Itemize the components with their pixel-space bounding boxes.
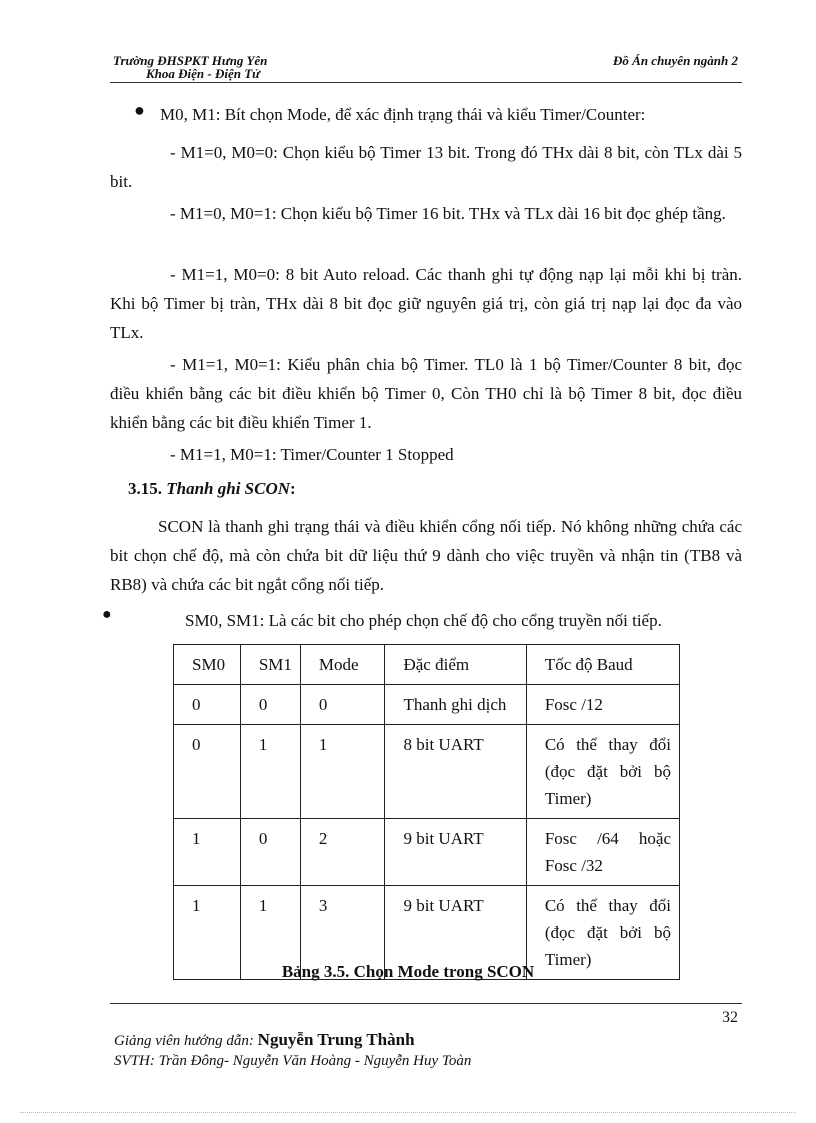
- table-cell: 8 bit UART: [385, 725, 526, 819]
- paragraph-m11b: - M1=1, M0=1: Timer/Counter 1 Stopped: [170, 445, 454, 464]
- table-header-row: [174, 645, 680, 685]
- table-cell: 3: [300, 886, 385, 980]
- table-cell: Fosc /64 hoặc Fosc /32: [526, 819, 679, 886]
- table-cell: Có thể thay đổi (đọc đặt bởi bộ Timer): [526, 886, 679, 980]
- table-header-cell: SM1: [240, 645, 300, 685]
- header-left-line1: Trường ĐHSPKT Hưng Yên: [113, 53, 268, 68]
- paragraph-scon: SCON là thanh ghi trạng thái và điều khiển cổng nối tiếp. Nó không những chứa các bit chọn chế độ, mà còn chứa bit dữ liệu thứ 9 dành cho việc truyền và nhận tin (TB8 và RB8) và chứa các bit ngắt cổng nối tiếp.: [110, 517, 742, 594]
- table-cell: Có thể thay đổi (đọc đặt bởi bộ Timer): [526, 725, 679, 819]
- table-cell: 0: [240, 819, 300, 886]
- table-cell: 0: [174, 725, 241, 819]
- paragraph-m01: - M1=0, M0=1: Chọn kiểu bộ Timer 16 bit. THx và TLx dài 16 bit đọc ghép tầng.: [170, 204, 726, 223]
- advisor-name: Nguyễn Trung Thành: [257, 1030, 415, 1049]
- paragraph-m11a: - M1=1, M0=1: Kiểu phân chia bộ Timer. TL0 là 1 bộ Timer/Counter 8 bit, đọc điều khiển bằng các bit điều khiển bộ Timer 0, Còn TH0 chỉ là bộ Timer 8 bit, đọc điều khiển bằng các bit điều khiển Timer 1.: [110, 355, 742, 432]
- mode-table: [173, 644, 680, 980]
- table-header-cell: Tốc độ Baud: [526, 645, 679, 685]
- table-header-cell: Mode: [300, 645, 385, 685]
- table-cell: 9 bit UART: [385, 886, 526, 980]
- bullet-dot-icon: ●: [134, 100, 145, 120]
- table-cell: 1: [300, 725, 385, 819]
- table-cell: 0: [300, 685, 385, 725]
- footer-divider: [110, 1003, 742, 1004]
- section-number: 3.15.: [128, 479, 162, 498]
- header-right: Đồ Án chuyên ngành 2: [613, 53, 738, 68]
- section-heading: [128, 479, 296, 499]
- table-header-cell: SM0: [174, 645, 241, 685]
- paragraph-m10: - M1=1, M0=0: 8 bit Auto reload. Các thanh ghi tự động nạp lại mỗi khi bị tràn. Khi bộ Timer bị tràn, THx dài 8 bit đọc giữ nguyên giá trị, còn giá trị nạp lại đọc đa vào TLx.: [110, 265, 742, 342]
- table-cell: 9 bit UART: [385, 819, 526, 886]
- table-cell: Thanh ghi dịch: [385, 685, 526, 725]
- bullet-sm0-sm1: SM0, SM1: Là các bit cho phép chọn chế độ cho cổng truyền nối tiếp.: [185, 611, 662, 630]
- bullet-m0-m1: M0, M1: Bít chọn Mode, để xác định trạng thái và kiểu Timer/Counter:: [160, 105, 646, 124]
- header-left-line2: Khoa Điện - Điện Tử: [146, 66, 260, 81]
- table-cell: 1: [174, 819, 241, 886]
- table-cell: 1: [240, 725, 300, 819]
- table-header-cell: Đặc điểm: [385, 645, 526, 685]
- table-row: [174, 685, 680, 725]
- table-row: [174, 819, 680, 886]
- table-cell: Fosc /12: [526, 685, 679, 725]
- header-divider: [110, 82, 742, 83]
- table-cell: 1: [174, 886, 241, 980]
- footer-advisor: [114, 1030, 415, 1050]
- page-bottom-border: [20, 1112, 796, 1113]
- section-title: Thanh ghi SCON: [166, 479, 291, 498]
- table-caption: Bảng 3.5. Chọn Mode trong SCON: [281, 962, 535, 981]
- paragraph-m00: - M1=0, M0=0: Chọn kiểu bộ Timer 13 bit. Trong đó THx dài 8 bit, còn TLx dài 5 bit.: [110, 143, 742, 191]
- footer-students: SVTH: Trần Đông- Nguyễn Văn Hoàng - Nguyễn Huy Toàn: [114, 1053, 472, 1069]
- table-cell: 2: [300, 819, 385, 886]
- table-cell: 0: [174, 685, 241, 725]
- table-cell: 1: [240, 886, 300, 980]
- page-number: 32: [722, 1009, 738, 1026]
- advisor-label: Giảng viên hướng dẫn: [114, 1033, 249, 1049]
- table-row: [174, 725, 680, 819]
- bullet-dot-icon-2: ●: [102, 606, 112, 623]
- section-colon: :: [290, 479, 296, 498]
- table-cell: 0: [240, 685, 300, 725]
- advisor-separator: :: [248, 1033, 258, 1049]
